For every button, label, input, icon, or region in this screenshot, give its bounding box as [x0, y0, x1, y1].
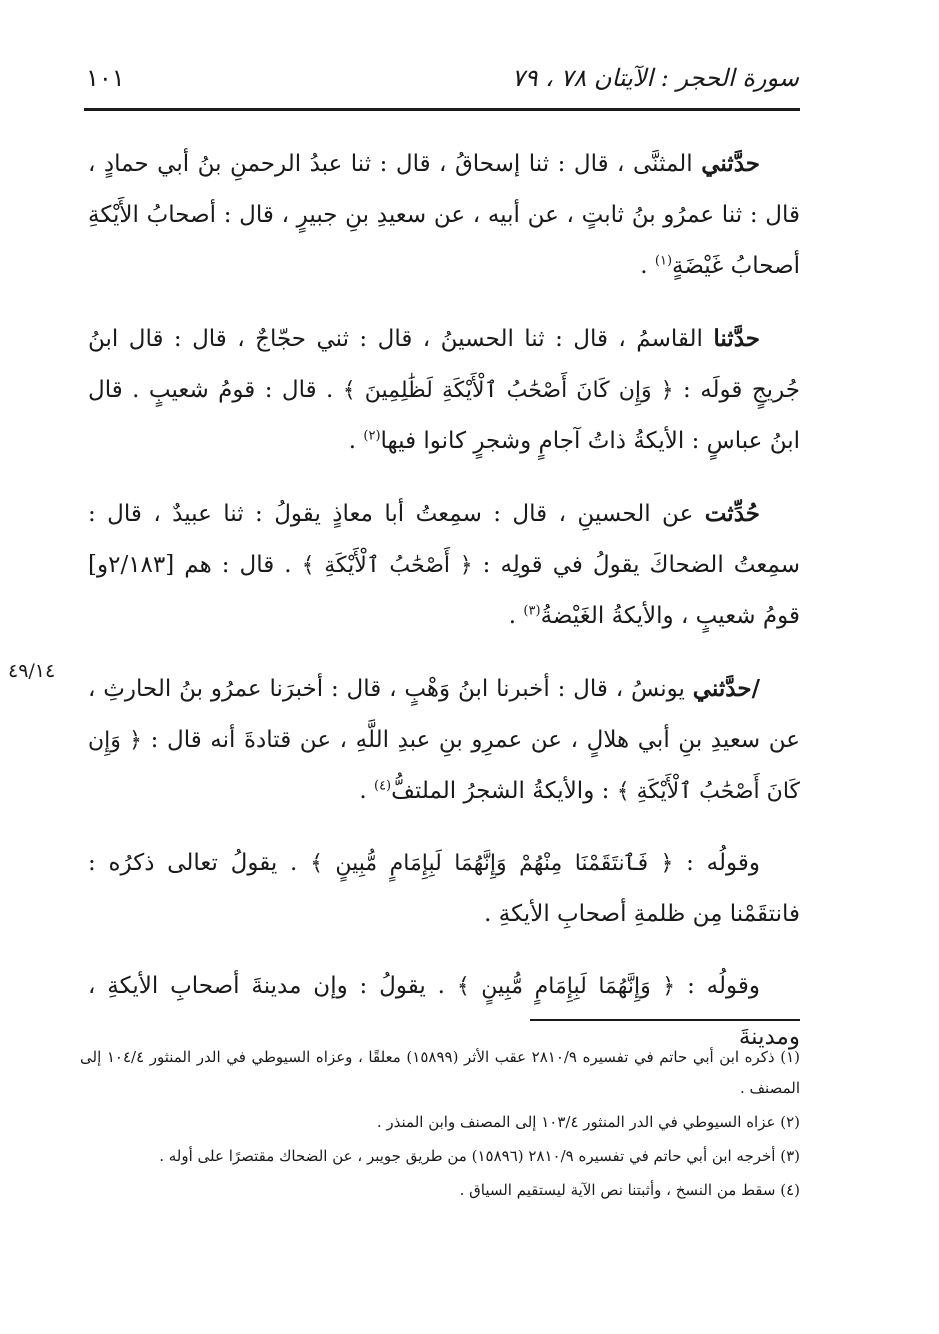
footnote-3: (٣) أخرجه ابن أبي حاتم في تفسيره ٢٨١٠/٩ (١٥٨٩٦) من طريق جويبر ، عن الضحاك مقتصرًا على أوله . [159, 1147, 800, 1165]
paragraph [88, 838, 800, 940]
paragraph-text: : والأيكةُ الشجرُ الملتفُّ [391, 778, 617, 804]
quran-verse: ﴿ وَإِنَّهُمَا لَبِإِمَامٍ مُّبِينٍ ﴾ [456, 974, 676, 999]
paragraph-text: وقولُه : [675, 973, 761, 999]
paragraph-text: . [640, 253, 655, 279]
quran-verse: ﴿ وَإِن كَانَ أَصْحَٰبُ ٱلْأَيْكَةِ ﴾ [88, 728, 800, 804]
page-header [86, 62, 799, 102]
footnote-1: (١) ذكره ابن أبي حاتم في تفسيره ٢٨١٠/٩ عقب الأثر (١٥٨٩٩) معلقًا ، وعزاه السيوطي في الدر المنثور ١٠٤/٤ إلى المصنف . [80, 1048, 800, 1097]
paragraph-text: . يقولُ تعالى ذكرُه : فانتقَمْنا مِن ظلمةِ أصحابِ الأيكةِ . [88, 850, 800, 927]
quran-verse: ﴿ أَصْحَٰبُ ٱلْأَيْكَةِ ﴾ [301, 553, 473, 578]
paragraph [88, 488, 800, 642]
quran-verse: ﴿ فَٱنتَقَمْنَا مِنْهُمْ وَإِنَّهُمَا لَبِإِمَامٍ مُّبِينٍ ﴾ [310, 851, 674, 876]
paragraph-text: . يقولُ : وإن مدينةَ أصحابِ الأيكةِ ، ومدينةَ [88, 973, 800, 1050]
paragraph [88, 663, 800, 817]
paragraph-text: وقولُه : [673, 850, 760, 876]
page-number: ١٠١ [86, 64, 125, 92]
footnotes [80, 1042, 800, 1209]
paragraph-text: عن الحسينِ ، قال : سمِعتُ أبا معاذٍ يقولُ : ثنا عبيدٌ ، قال : سمِعتُ الضحاكَ يقولُ في قولِه : [88, 501, 800, 578]
paragraph [88, 313, 800, 467]
footnote-rule [530, 1019, 800, 1021]
paragraph-text: . [359, 778, 374, 804]
paragraph-text: المثنَّى ، قال : ثنا إسحاقُ ، قال : ثنا عبدُ الرحمنِ بنُ أبي حمادٍ ، قال : ثنا عمرُو بنُ ثابتٍ ، عن أبيه ، عن سعيدِ بنِ جبيرٍ ، قال : أصحابُ الأَيْكةِ أصحابُ غَيْضَةٍ [88, 151, 800, 279]
running-title: سورة الحجر : الآيتان ٧٨ ، ٧٩ [511, 64, 799, 92]
paragraph-lead-word: حدَّثنا [713, 325, 760, 352]
paragraph-lead-word: /حدَّثني [692, 675, 760, 702]
main-text [88, 138, 800, 1084]
quran-verse: ﴿ وَإِن كَانَ أَصْحَٰبُ ٱلْأَيْكَةِ لَظَٰلِمِينَ ﴾ [342, 378, 674, 403]
header-rule [84, 108, 800, 111]
paragraph-lead-word: حدَّثني [701, 150, 760, 177]
footnote-marker: (٤) [373, 778, 392, 794]
paragraph-text: . [508, 603, 524, 629]
paragraph-text: . قال : قومُ شعيبٍ . قال ابنُ عباسٍ : الأيكةُ ذاتُ آجامٍ وشجرٍ كانوا فيها [88, 377, 800, 454]
footnote-4: (٤) سقط من النسخ ، وأثبتنا نص الآية ليستقيم السياق . [459, 1181, 800, 1199]
paragraph-text: القاسمُ ، قال : ثنا الحسينُ ، قال : ثني حجّاجٌ ، قال : قال ابنُ جُريجٍ قولَه : [88, 326, 800, 403]
footnote-marker: (٢) [363, 428, 381, 444]
margin-reference: ٤٩/١٤ [8, 660, 56, 682]
paragraph-text: يونسُ ، قال : أخبرنا ابنُ وَهْبٍ ، قال : أخبرَنا عمرُو بنُ الحارثِ ، عن سعيدِ بنِ أبي هلالٍ ، عن عمرِو بنِ عبدِ اللَّهِ ، عن قتادةَ أنه قال : [88, 676, 800, 753]
footnote-marker: (١) [654, 253, 673, 269]
paragraph [88, 138, 800, 292]
paragraph-text: . [348, 428, 364, 454]
footnote-marker: (٣) [523, 603, 541, 619]
paragraph-lead-word: حُدِّثت [704, 500, 760, 527]
paragraph-text: . قال : هم [٢/١٨٣و] قومُ شعيبٍ ، والأيكةُ الغَيْضةُ [88, 552, 800, 629]
footnote-2: (٢) عزاه السيوطي في الدر المنثور ١٠٣/٤ إلى المصنف وابن المنذر . [376, 1113, 800, 1131]
